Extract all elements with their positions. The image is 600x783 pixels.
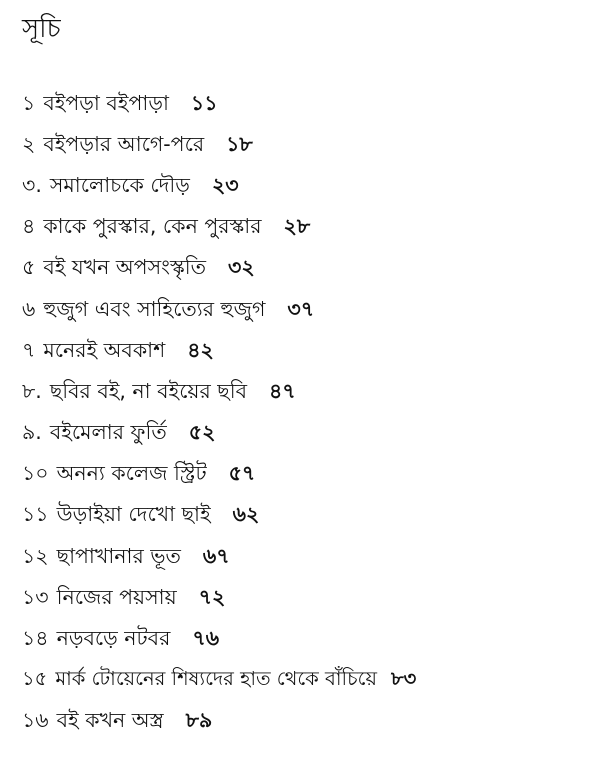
- toc-entry: [22, 247, 592, 288]
- entry-title: বইপড়ার আগে-পরে: [43, 131, 205, 156]
- entry-page-number: ৭৬: [192, 626, 220, 651]
- entry-title: মনেরই অবকাশ: [43, 337, 166, 362]
- entry-page-number: ৫২: [188, 420, 216, 445]
- entry-number: ৫: [22, 255, 36, 280]
- entry-number: ২: [22, 131, 36, 156]
- entry-page-number: ৬৭: [202, 543, 230, 568]
- entry-page-number: ১১: [190, 90, 218, 115]
- entry-title: ছাপাখানার ভূত: [56, 543, 181, 568]
- entry-number: ১০: [22, 461, 49, 486]
- toc-entry: [22, 206, 592, 247]
- entry-page-number: ২৮: [283, 214, 311, 239]
- entry-title: নড়বড়ে নটবর: [56, 626, 171, 651]
- entry-number: ৪: [22, 214, 36, 239]
- entry-title: অনন্য কলেজ স্ট্রিট: [56, 461, 207, 486]
- toc-list: [22, 82, 592, 741]
- entry-number: ৭: [22, 337, 36, 362]
- entry-page-number: ১৮: [226, 131, 253, 156]
- entry-number: ৮.: [22, 378, 42, 403]
- entry-page-number: ৩২: [227, 255, 255, 280]
- toc-entry: [22, 123, 592, 164]
- entry-number: ৯.: [22, 420, 42, 445]
- toc-entry: [22, 535, 592, 576]
- toc-entry: [22, 164, 592, 205]
- toc-entry: [22, 659, 592, 700]
- entry-page-number: ৬২: [232, 502, 260, 527]
- entry-page-number: ৫৭: [228, 461, 256, 486]
- entry-number: ৬: [22, 296, 36, 321]
- entry-number: ১৪: [22, 626, 49, 651]
- entry-number: ৩.: [22, 172, 42, 197]
- toc-entry: [22, 700, 592, 741]
- entry-title: বই কখন অস্ত্র: [56, 708, 164, 733]
- entry-page-number: ৭২: [198, 584, 226, 609]
- entry-title: হুজুগ এবং সাহিত্যের হুজুগ: [43, 296, 266, 321]
- toc-entry: [22, 617, 592, 658]
- entry-page-number: ৮৩: [390, 667, 417, 691]
- entry-number: ১১: [22, 502, 49, 527]
- entry-page-number: ৪৭: [269, 378, 296, 403]
- entry-title: সমালোচকে দৌড়: [49, 172, 190, 197]
- entry-title: বইপড়া বইপাড়া: [43, 90, 169, 115]
- entry-number: ১৫: [22, 667, 48, 691]
- entry-number: ১৬: [22, 708, 49, 733]
- entry-number: ১৩: [22, 584, 49, 609]
- toc-entry: [22, 412, 592, 453]
- toc-entry: [22, 576, 592, 617]
- entry-title: বইমেলার ফুর্তি: [49, 420, 167, 445]
- entry-page-number: ২৩: [211, 172, 239, 197]
- toc-entry: [22, 329, 592, 370]
- entry-page-number: ৩৭: [287, 296, 315, 321]
- entry-title: উড়াইয়া দেখো ছাই: [56, 502, 211, 527]
- entry-title: কাকে পুরস্কার, কেন পুরস্কার: [43, 214, 262, 239]
- entry-title: ছবির বই, না বইয়ের ছবি: [49, 378, 247, 403]
- entry-number: ১২: [22, 543, 49, 568]
- entry-number: ১: [22, 90, 36, 115]
- toc-entry: [22, 494, 592, 535]
- entry-page-number: ৮৯: [185, 708, 213, 733]
- toc-entry: [22, 453, 592, 494]
- entry-title: মার্ক টোয়েনের শিষ্যদের হাত থেকে বাঁচিয়ে: [55, 667, 377, 691]
- entry-title: বই যখন অপসংস্কৃতি: [43, 255, 206, 280]
- toc-entry: [22, 288, 592, 329]
- toc-entry: [22, 82, 592, 123]
- entry-title: নিজের পয়সায়: [56, 584, 177, 609]
- toc-entry: [22, 370, 592, 411]
- page-title: সূচি: [22, 14, 61, 44]
- entry-page-number: ৪২: [187, 337, 214, 362]
